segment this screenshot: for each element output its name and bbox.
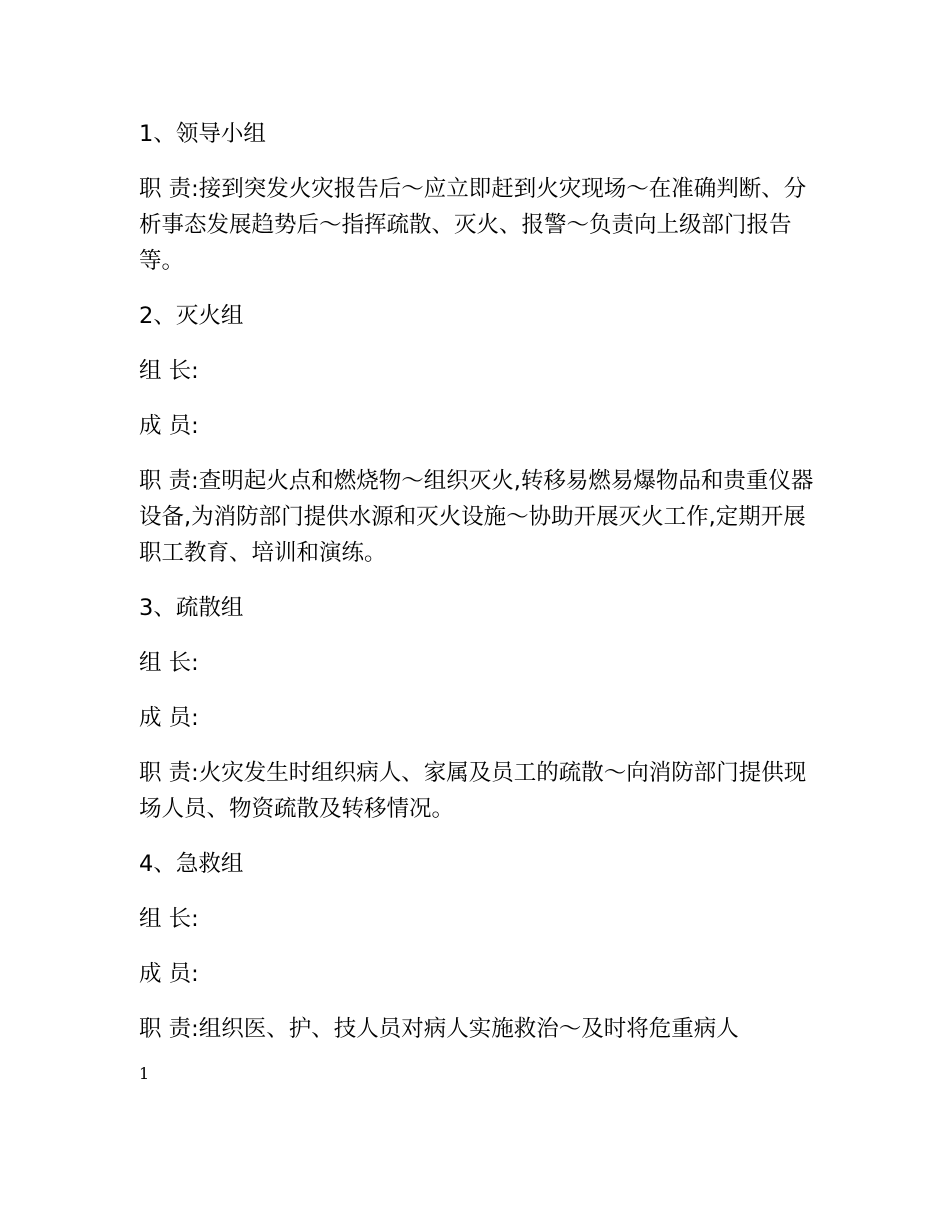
members-line-first-aid: 成 员: — [139, 961, 199, 987]
leader-line-firefighting: 组 长: — [139, 358, 199, 384]
members-line-evacuation: 成 员: — [139, 705, 199, 731]
document-body — [139, 116, 819, 1066]
duty-paragraph-leadership: 职 责:接到突发火灾报告后～应立即赶到火灾现场～在准确判断、分析事态发展趋势后～指挥疏散、灭火、报警～负责向上级部门报告等。 — [139, 176, 807, 274]
section-heading-first-aid: 4、急救组 — [139, 851, 244, 877]
duty-paragraph-evacuation: 职 责:火灾发生时组织病人、家属及员工的疏散～向消防部门提供现场人员、物资疏散及转移情况。 — [139, 760, 807, 822]
leader-line-first-aid: 组 长: — [139, 906, 199, 932]
section-heading-evacuation: 3、疏散组 — [139, 595, 244, 621]
leader-line-evacuation: 组 长: — [139, 650, 199, 676]
duty-paragraph-firefighting: 职 责:查明起火点和燃烧物～组织灭火,转移易燃易爆物品和贵重仪器设备,为消防部门提供水源和灭火设施～协助开展灭火工作,定期开展职工教育、培训和演练。 — [139, 468, 814, 566]
section-heading-leadership: 1、领导小组 — [139, 121, 266, 147]
page-number: 1 — [139, 1064, 150, 1083]
members-line-firefighting: 成 员: — [139, 413, 199, 439]
section-heading-firefighting: 2、灭火组 — [139, 303, 244, 329]
duty-paragraph-first-aid: 职 责:组织医、护、技人员对病人实施救治～及时将危重病人 — [139, 1016, 739, 1042]
